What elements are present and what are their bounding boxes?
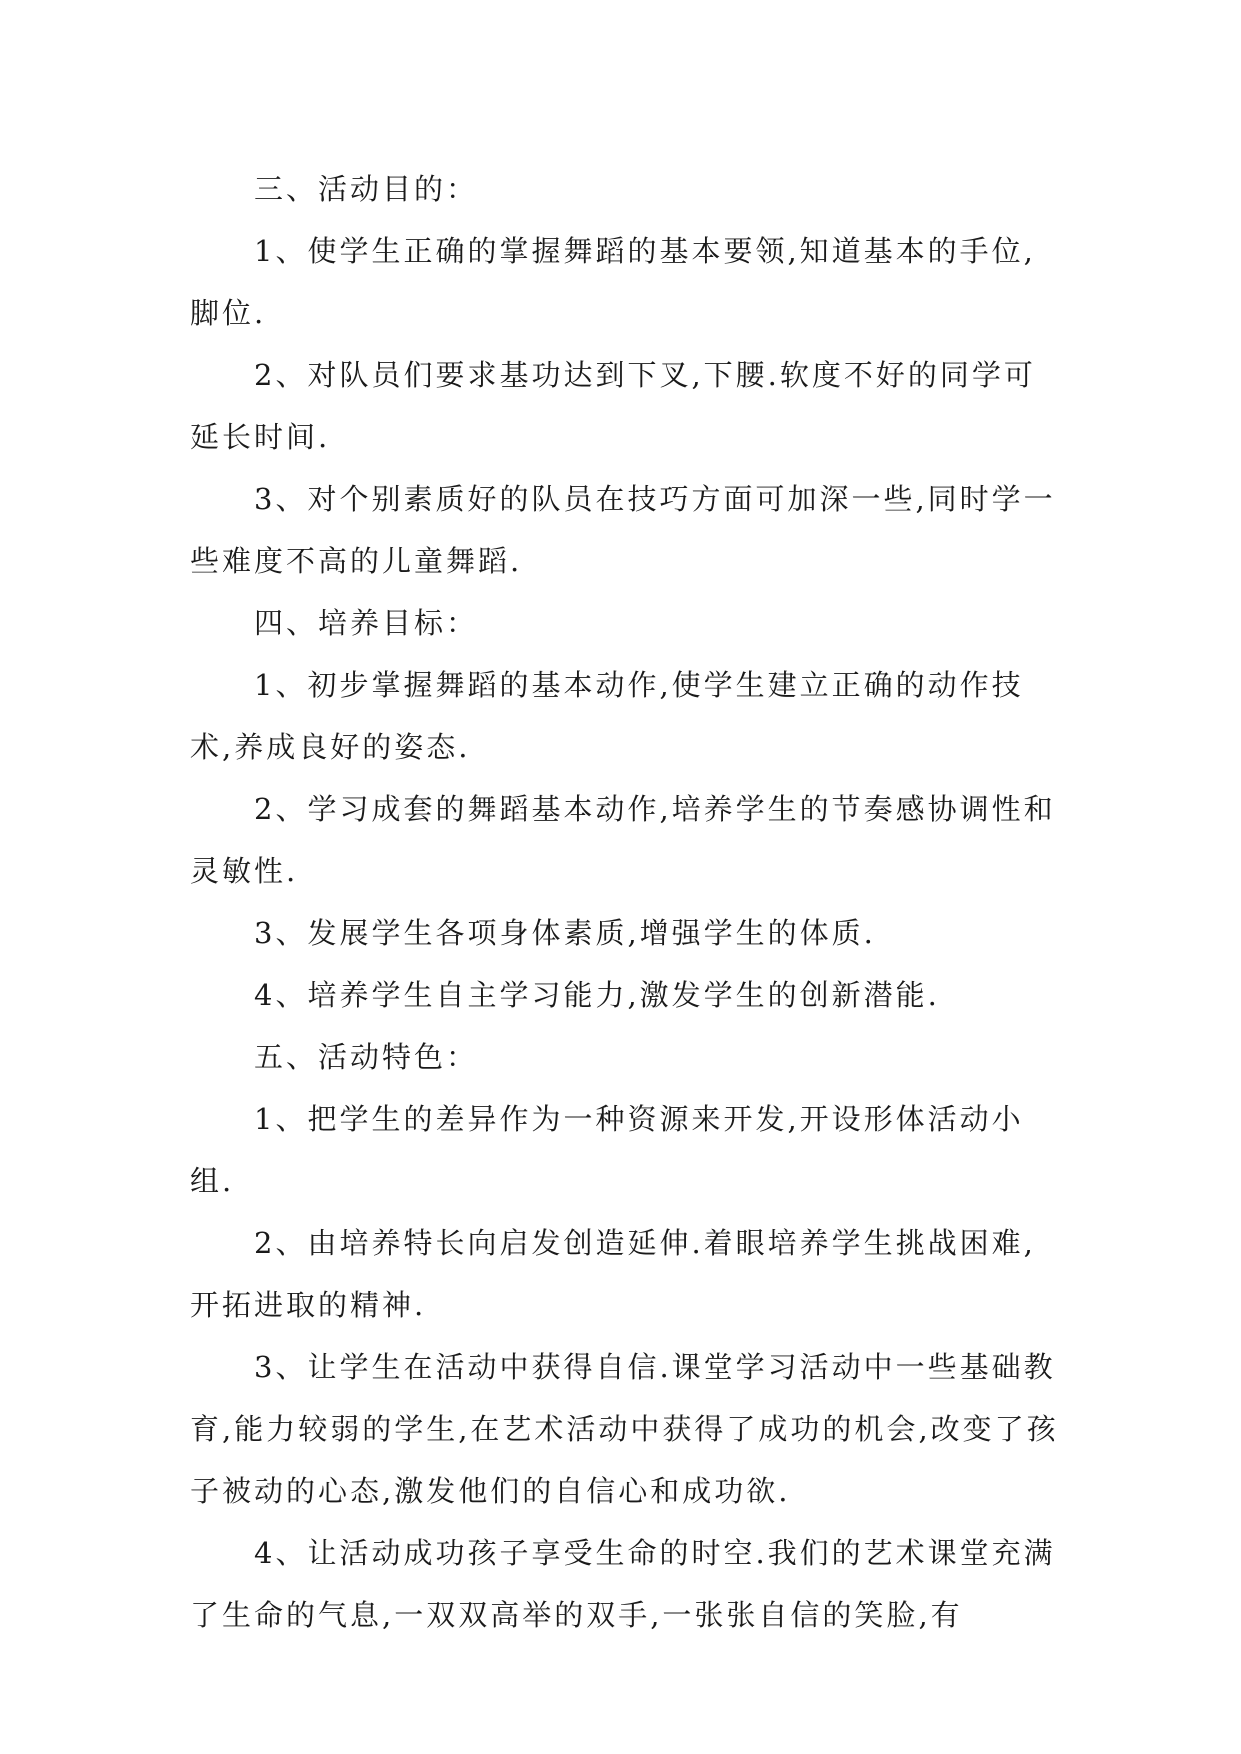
paragraph: 4、培养学生自主学习能力,激发学生的创新潜能.	[254, 978, 940, 1012]
paragraph: 2、学习成套的舞蹈基本动作,培养学生的节奏感协调性和灵敏性.	[190, 792, 1056, 888]
section-heading-activity-goals: 三、活动目的：	[254, 172, 479, 206]
paragraph: 3、让学生在活动中获得自信.课堂学习活动中一些基础教育,能力较弱的学生,在艺术活动中获得了成功的机会,改变了孩子被动的心态,激发他们的自信心和成功欲.	[190, 1350, 1059, 1508]
paragraph: 2、由培养特长向启发创造延伸.着眼培养学生挑战困难,开拓进取的精神.	[190, 1226, 1036, 1322]
paragraph: 1、初步掌握舞蹈的基本动作,使学生建立正确的动作技术,养成良好的姿态.	[190, 668, 1024, 764]
paragraph: 2、对队员们要求基功达到下叉,下腰.软度不好的同学可延长时间.	[190, 358, 1036, 454]
section-heading-training-goals: 四、培养目标：	[254, 606, 479, 640]
document-body	[190, 158, 1060, 1646]
section-heading-activity-features: 五、活动特色：	[254, 1040, 479, 1074]
paragraph: 1、使学生正确的掌握舞蹈的基本要领,知道基本的手位,脚位.	[190, 234, 1036, 330]
paragraph: 3、对个别素质好的队员在技巧方面可加深一些,同时学一些难度不高的儿童舞蹈.	[190, 482, 1056, 578]
paragraph: 4、让活动成功孩子享受生命的时空.我们的艺术课堂充满了生命的气息,一双双高举的双手,一张张自信的笑脸,有	[190, 1536, 1056, 1632]
paragraph: 3、发展学生各项身体素质,增强学生的体质.	[254, 916, 876, 950]
paragraph: 1、把学生的差异作为一种资源来开发,开设形体活动小组.	[190, 1102, 1024, 1198]
